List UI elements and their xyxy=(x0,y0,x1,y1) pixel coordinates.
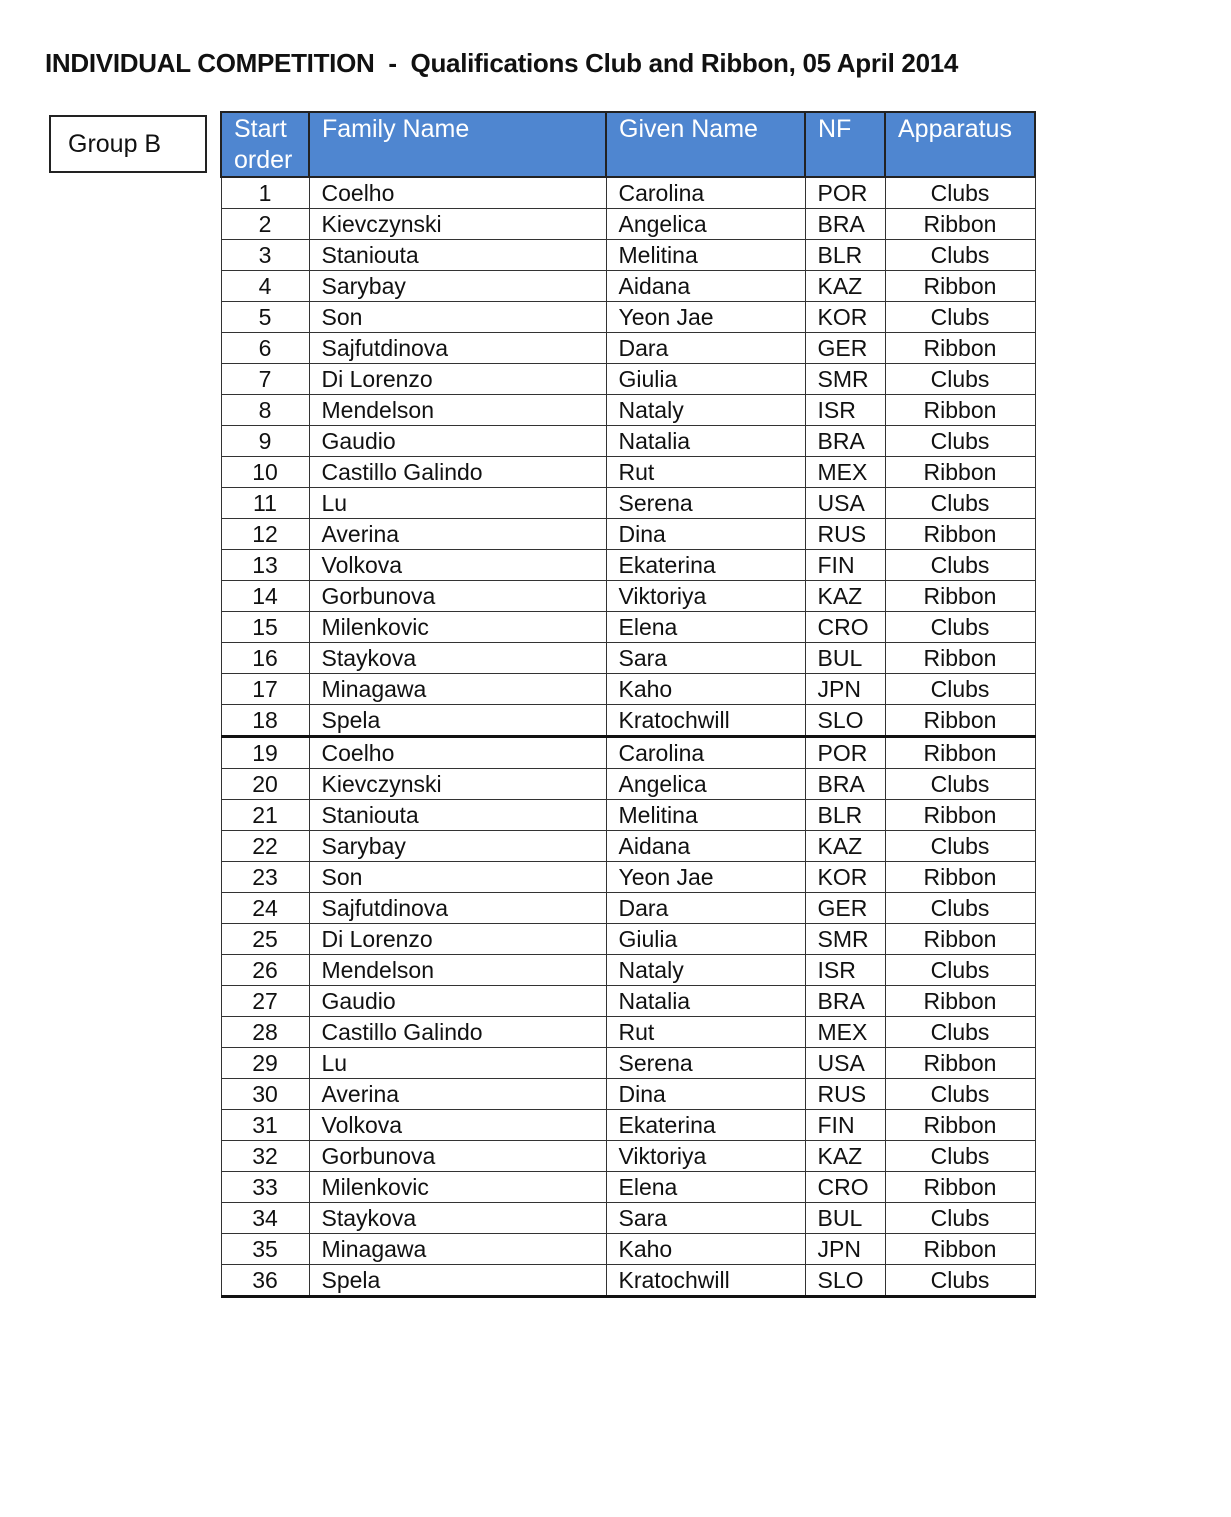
table-row xyxy=(221,177,1035,209)
given-name-cell: Dina xyxy=(606,1079,805,1110)
start-order-cell: 18 xyxy=(221,705,309,737)
given-name-cell: Kaho xyxy=(606,674,805,705)
family-name-cell: Minagawa xyxy=(309,1234,606,1265)
family-name-cell: Milenkovic xyxy=(309,1172,606,1203)
table-row xyxy=(221,581,1035,612)
given-name-cell: Sara xyxy=(606,1203,805,1234)
table-row xyxy=(221,333,1035,364)
start-order-cell: 35 xyxy=(221,1234,309,1265)
family-name-cell: Volkova xyxy=(309,1110,606,1141)
given-name-cell: Melitina xyxy=(606,240,805,271)
start-order-cell: 29 xyxy=(221,1048,309,1079)
apparatus-cell: Ribbon xyxy=(885,643,1035,674)
given-name-cell: Elena xyxy=(606,612,805,643)
family-name-cell: Kievczynski xyxy=(309,769,606,800)
start-order-cell: 25 xyxy=(221,924,309,955)
table-row xyxy=(221,209,1035,240)
start-order-cell: 10 xyxy=(221,457,309,488)
start-order-cell: 8 xyxy=(221,395,309,426)
header-nf: NF xyxy=(805,112,885,177)
header-apparatus: Apparatus xyxy=(885,112,1035,177)
family-name-cell: Lu xyxy=(309,1048,606,1079)
apparatus-cell: Ribbon xyxy=(885,519,1035,550)
apparatus-cell: Ribbon xyxy=(885,581,1035,612)
header-start-order: Start order xyxy=(221,112,309,177)
given-name-cell: Rut xyxy=(606,457,805,488)
given-name-cell: Aidana xyxy=(606,271,805,302)
nf-cell: SMR xyxy=(805,924,885,955)
given-name-cell: Angelica xyxy=(606,209,805,240)
nf-cell: POR xyxy=(805,737,885,769)
apparatus-cell: Ribbon xyxy=(885,395,1035,426)
family-name-cell: Mendelson xyxy=(309,955,606,986)
table-row xyxy=(221,302,1035,333)
given-name-cell: Carolina xyxy=(606,737,805,769)
nf-cell: RUS xyxy=(805,1079,885,1110)
table-row xyxy=(221,426,1035,457)
nf-cell: ISR xyxy=(805,395,885,426)
document-title: INDIVIDUAL COMPETITION - Qualifications Club and Ribbon, 05 April 2014 xyxy=(45,48,959,78)
apparatus-cell: Clubs xyxy=(885,240,1035,271)
apparatus-cell: Ribbon xyxy=(885,800,1035,831)
family-name-cell: Volkova xyxy=(309,550,606,581)
table-row xyxy=(221,831,1035,862)
nf-cell: KOR xyxy=(805,302,885,333)
given-name-cell: Giulia xyxy=(606,924,805,955)
start-order-cell: 26 xyxy=(221,955,309,986)
start-order-cell: 4 xyxy=(221,271,309,302)
apparatus-cell: Clubs xyxy=(885,302,1035,333)
family-name-cell: Sarybay xyxy=(309,271,606,302)
given-name-cell: Melitina xyxy=(606,800,805,831)
family-name-cell: Staykova xyxy=(309,1203,606,1234)
apparatus-cell: Ribbon xyxy=(885,1172,1035,1203)
table-row xyxy=(221,1017,1035,1048)
table-row xyxy=(221,612,1035,643)
start-order-cell: 9 xyxy=(221,426,309,457)
table-row xyxy=(221,1048,1035,1079)
family-name-cell: Lu xyxy=(309,488,606,519)
given-name-cell: Kaho xyxy=(606,1234,805,1265)
header-given-name: Given Name xyxy=(606,112,805,177)
header-family-name: Family Name xyxy=(309,112,606,177)
start-order-cell: 11 xyxy=(221,488,309,519)
nf-cell: SMR xyxy=(805,364,885,395)
family-name-cell: Spela xyxy=(309,1265,606,1297)
given-name-cell: Viktoriya xyxy=(606,1141,805,1172)
table-row xyxy=(221,955,1035,986)
family-name-cell: Averina xyxy=(309,519,606,550)
table-row xyxy=(221,1079,1035,1110)
table-row xyxy=(221,488,1035,519)
start-order-cell: 1 xyxy=(221,177,309,209)
start-order-cell: 17 xyxy=(221,674,309,705)
start-order-cell: 3 xyxy=(221,240,309,271)
start-order-cell: 34 xyxy=(221,1203,309,1234)
given-name-cell: Dara xyxy=(606,333,805,364)
given-name-cell: Ekaterina xyxy=(606,550,805,581)
nf-cell: SLO xyxy=(805,1265,885,1297)
family-name-cell: Castillo Galindo xyxy=(309,1017,606,1048)
nf-cell: BRA xyxy=(805,209,885,240)
nf-cell: GER xyxy=(805,333,885,364)
start-order-cell: 22 xyxy=(221,831,309,862)
apparatus-cell: Clubs xyxy=(885,1017,1035,1048)
start-order-cell: 30 xyxy=(221,1079,309,1110)
nf-cell: BRA xyxy=(805,986,885,1017)
given-name-cell: Giulia xyxy=(606,364,805,395)
given-name-cell: Kratochwill xyxy=(606,1265,805,1297)
apparatus-cell: Ribbon xyxy=(885,457,1035,488)
family-name-cell: Di Lorenzo xyxy=(309,364,606,395)
apparatus-cell: Ribbon xyxy=(885,1234,1035,1265)
apparatus-cell: Ribbon xyxy=(885,737,1035,769)
family-name-cell: Milenkovic xyxy=(309,612,606,643)
apparatus-cell: Ribbon xyxy=(885,862,1035,893)
table-row xyxy=(221,1172,1035,1203)
nf-cell: MEX xyxy=(805,1017,885,1048)
start-order-cell: 33 xyxy=(221,1172,309,1203)
table-row xyxy=(221,893,1035,924)
table-row xyxy=(221,550,1035,581)
apparatus-cell: Ribbon xyxy=(885,1110,1035,1141)
family-name-cell: Spela xyxy=(309,705,606,737)
nf-cell: RUS xyxy=(805,519,885,550)
given-name-cell: Sara xyxy=(606,643,805,674)
family-name-cell: Castillo Galindo xyxy=(309,457,606,488)
family-name-cell: Averina xyxy=(309,1079,606,1110)
nf-cell: KAZ xyxy=(805,581,885,612)
start-order-cell: 27 xyxy=(221,986,309,1017)
given-name-cell: Kratochwill xyxy=(606,705,805,737)
table-row xyxy=(221,769,1035,800)
start-order-cell: 2 xyxy=(221,209,309,240)
apparatus-cell: Clubs xyxy=(885,488,1035,519)
start-order-cell: 23 xyxy=(221,862,309,893)
table-row xyxy=(221,924,1035,955)
table-row xyxy=(221,1234,1035,1265)
nf-cell: FIN xyxy=(805,550,885,581)
given-name-cell: Nataly xyxy=(606,955,805,986)
nf-cell: JPN xyxy=(805,1234,885,1265)
table-row xyxy=(221,519,1035,550)
given-name-cell: Natalia xyxy=(606,426,805,457)
apparatus-cell: Clubs xyxy=(885,831,1035,862)
start-order-cell: 7 xyxy=(221,364,309,395)
start-order-cell: 32 xyxy=(221,1141,309,1172)
given-name-cell: Carolina xyxy=(606,177,805,209)
given-name-cell: Elena xyxy=(606,1172,805,1203)
given-name-cell: Dina xyxy=(606,519,805,550)
start-order-cell: 21 xyxy=(221,800,309,831)
given-name-cell: Dara xyxy=(606,893,805,924)
family-name-cell: Staykova xyxy=(309,643,606,674)
apparatus-cell: Ribbon xyxy=(885,924,1035,955)
table-row xyxy=(221,271,1035,302)
family-name-cell: Sajfutdinova xyxy=(309,893,606,924)
family-name-cell: Sarybay xyxy=(309,831,606,862)
nf-cell: POR xyxy=(805,177,885,209)
apparatus-cell: Clubs xyxy=(885,674,1035,705)
start-order-cell: 36 xyxy=(221,1265,309,1297)
nf-cell: CRO xyxy=(805,1172,885,1203)
family-name-cell: Kievczynski xyxy=(309,209,606,240)
apparatus-cell: Clubs xyxy=(885,1141,1035,1172)
nf-cell: KAZ xyxy=(805,831,885,862)
apparatus-cell: Ribbon xyxy=(885,1048,1035,1079)
apparatus-cell: Clubs xyxy=(885,1203,1035,1234)
nf-cell: MEX xyxy=(805,457,885,488)
family-name-cell: Staniouta xyxy=(309,240,606,271)
given-name-cell: Yeon Jae xyxy=(606,862,805,893)
family-name-cell: Gorbunova xyxy=(309,581,606,612)
apparatus-cell: Ribbon xyxy=(885,209,1035,240)
start-order-cell: 31 xyxy=(221,1110,309,1141)
start-order-cell: 20 xyxy=(221,769,309,800)
apparatus-cell: Clubs xyxy=(885,177,1035,209)
family-name-cell: Sajfutdinova xyxy=(309,333,606,364)
start-order-table xyxy=(220,111,1036,1298)
nf-cell: KOR xyxy=(805,862,885,893)
family-name-cell: Minagawa xyxy=(309,674,606,705)
given-name-cell: Yeon Jae xyxy=(606,302,805,333)
nf-cell: BUL xyxy=(805,1203,885,1234)
family-name-cell: Gorbunova xyxy=(309,1141,606,1172)
table-row xyxy=(221,705,1035,737)
apparatus-cell: Clubs xyxy=(885,893,1035,924)
apparatus-cell: Ribbon xyxy=(885,705,1035,737)
start-order-cell: 14 xyxy=(221,581,309,612)
apparatus-cell: Clubs xyxy=(885,1265,1035,1297)
start-order-cell: 28 xyxy=(221,1017,309,1048)
nf-cell: FIN xyxy=(805,1110,885,1141)
nf-cell: KAZ xyxy=(805,271,885,302)
table-row xyxy=(221,457,1035,488)
table-row xyxy=(221,737,1035,769)
table-row xyxy=(221,1110,1035,1141)
nf-cell: ISR xyxy=(805,955,885,986)
apparatus-cell: Ribbon xyxy=(885,271,1035,302)
nf-cell: GER xyxy=(805,893,885,924)
apparatus-cell: Clubs xyxy=(885,612,1035,643)
family-name-cell: Gaudio xyxy=(309,986,606,1017)
family-name-cell: Staniouta xyxy=(309,800,606,831)
given-name-cell: Viktoriya xyxy=(606,581,805,612)
table-row xyxy=(221,862,1035,893)
start-order-cell: 16 xyxy=(221,643,309,674)
nf-cell: JPN xyxy=(805,674,885,705)
given-name-cell: Serena xyxy=(606,1048,805,1079)
start-order-cell: 6 xyxy=(221,333,309,364)
nf-cell: BLR xyxy=(805,800,885,831)
apparatus-cell: Ribbon xyxy=(885,333,1035,364)
table-row xyxy=(221,643,1035,674)
nf-cell: KAZ xyxy=(805,1141,885,1172)
family-name-cell: Gaudio xyxy=(309,426,606,457)
table-row xyxy=(221,364,1035,395)
table-row xyxy=(221,800,1035,831)
table-row xyxy=(221,240,1035,271)
family-name-cell: Son xyxy=(309,302,606,333)
apparatus-cell: Clubs xyxy=(885,769,1035,800)
apparatus-cell: Clubs xyxy=(885,550,1035,581)
nf-cell: USA xyxy=(805,1048,885,1079)
apparatus-cell: Ribbon xyxy=(885,986,1035,1017)
family-name-cell: Son xyxy=(309,862,606,893)
family-name-cell: Coelho xyxy=(309,177,606,209)
nf-cell: BRA xyxy=(805,426,885,457)
group-label: Group B xyxy=(49,115,207,173)
given-name-cell: Angelica xyxy=(606,769,805,800)
start-order-cell: 15 xyxy=(221,612,309,643)
start-order-cell: 5 xyxy=(221,302,309,333)
family-name-cell: Coelho xyxy=(309,737,606,769)
given-name-cell: Nataly xyxy=(606,395,805,426)
table-row xyxy=(221,1203,1035,1234)
given-name-cell: Natalia xyxy=(606,986,805,1017)
given-name-cell: Rut xyxy=(606,1017,805,1048)
given-name-cell: Aidana xyxy=(606,831,805,862)
nf-cell: BLR xyxy=(805,240,885,271)
apparatus-cell: Clubs xyxy=(885,426,1035,457)
nf-cell: BRA xyxy=(805,769,885,800)
table-row xyxy=(221,395,1035,426)
apparatus-cell: Clubs xyxy=(885,364,1035,395)
table-row xyxy=(221,674,1035,705)
given-name-cell: Serena xyxy=(606,488,805,519)
table-header-row xyxy=(221,112,1035,177)
start-order-cell: 13 xyxy=(221,550,309,581)
nf-cell: SLO xyxy=(805,705,885,737)
family-name-cell: Mendelson xyxy=(309,395,606,426)
apparatus-cell: Clubs xyxy=(885,1079,1035,1110)
family-name-cell: Di Lorenzo xyxy=(309,924,606,955)
nf-cell: BUL xyxy=(805,643,885,674)
table-row xyxy=(221,986,1035,1017)
start-order-cell: 12 xyxy=(221,519,309,550)
nf-cell: CRO xyxy=(805,612,885,643)
table-row xyxy=(221,1265,1035,1297)
start-order-cell: 24 xyxy=(221,893,309,924)
table-row xyxy=(221,1141,1035,1172)
given-name-cell: Ekaterina xyxy=(606,1110,805,1141)
nf-cell: USA xyxy=(805,488,885,519)
apparatus-cell: Clubs xyxy=(885,955,1035,986)
start-order-cell: 19 xyxy=(221,737,309,769)
